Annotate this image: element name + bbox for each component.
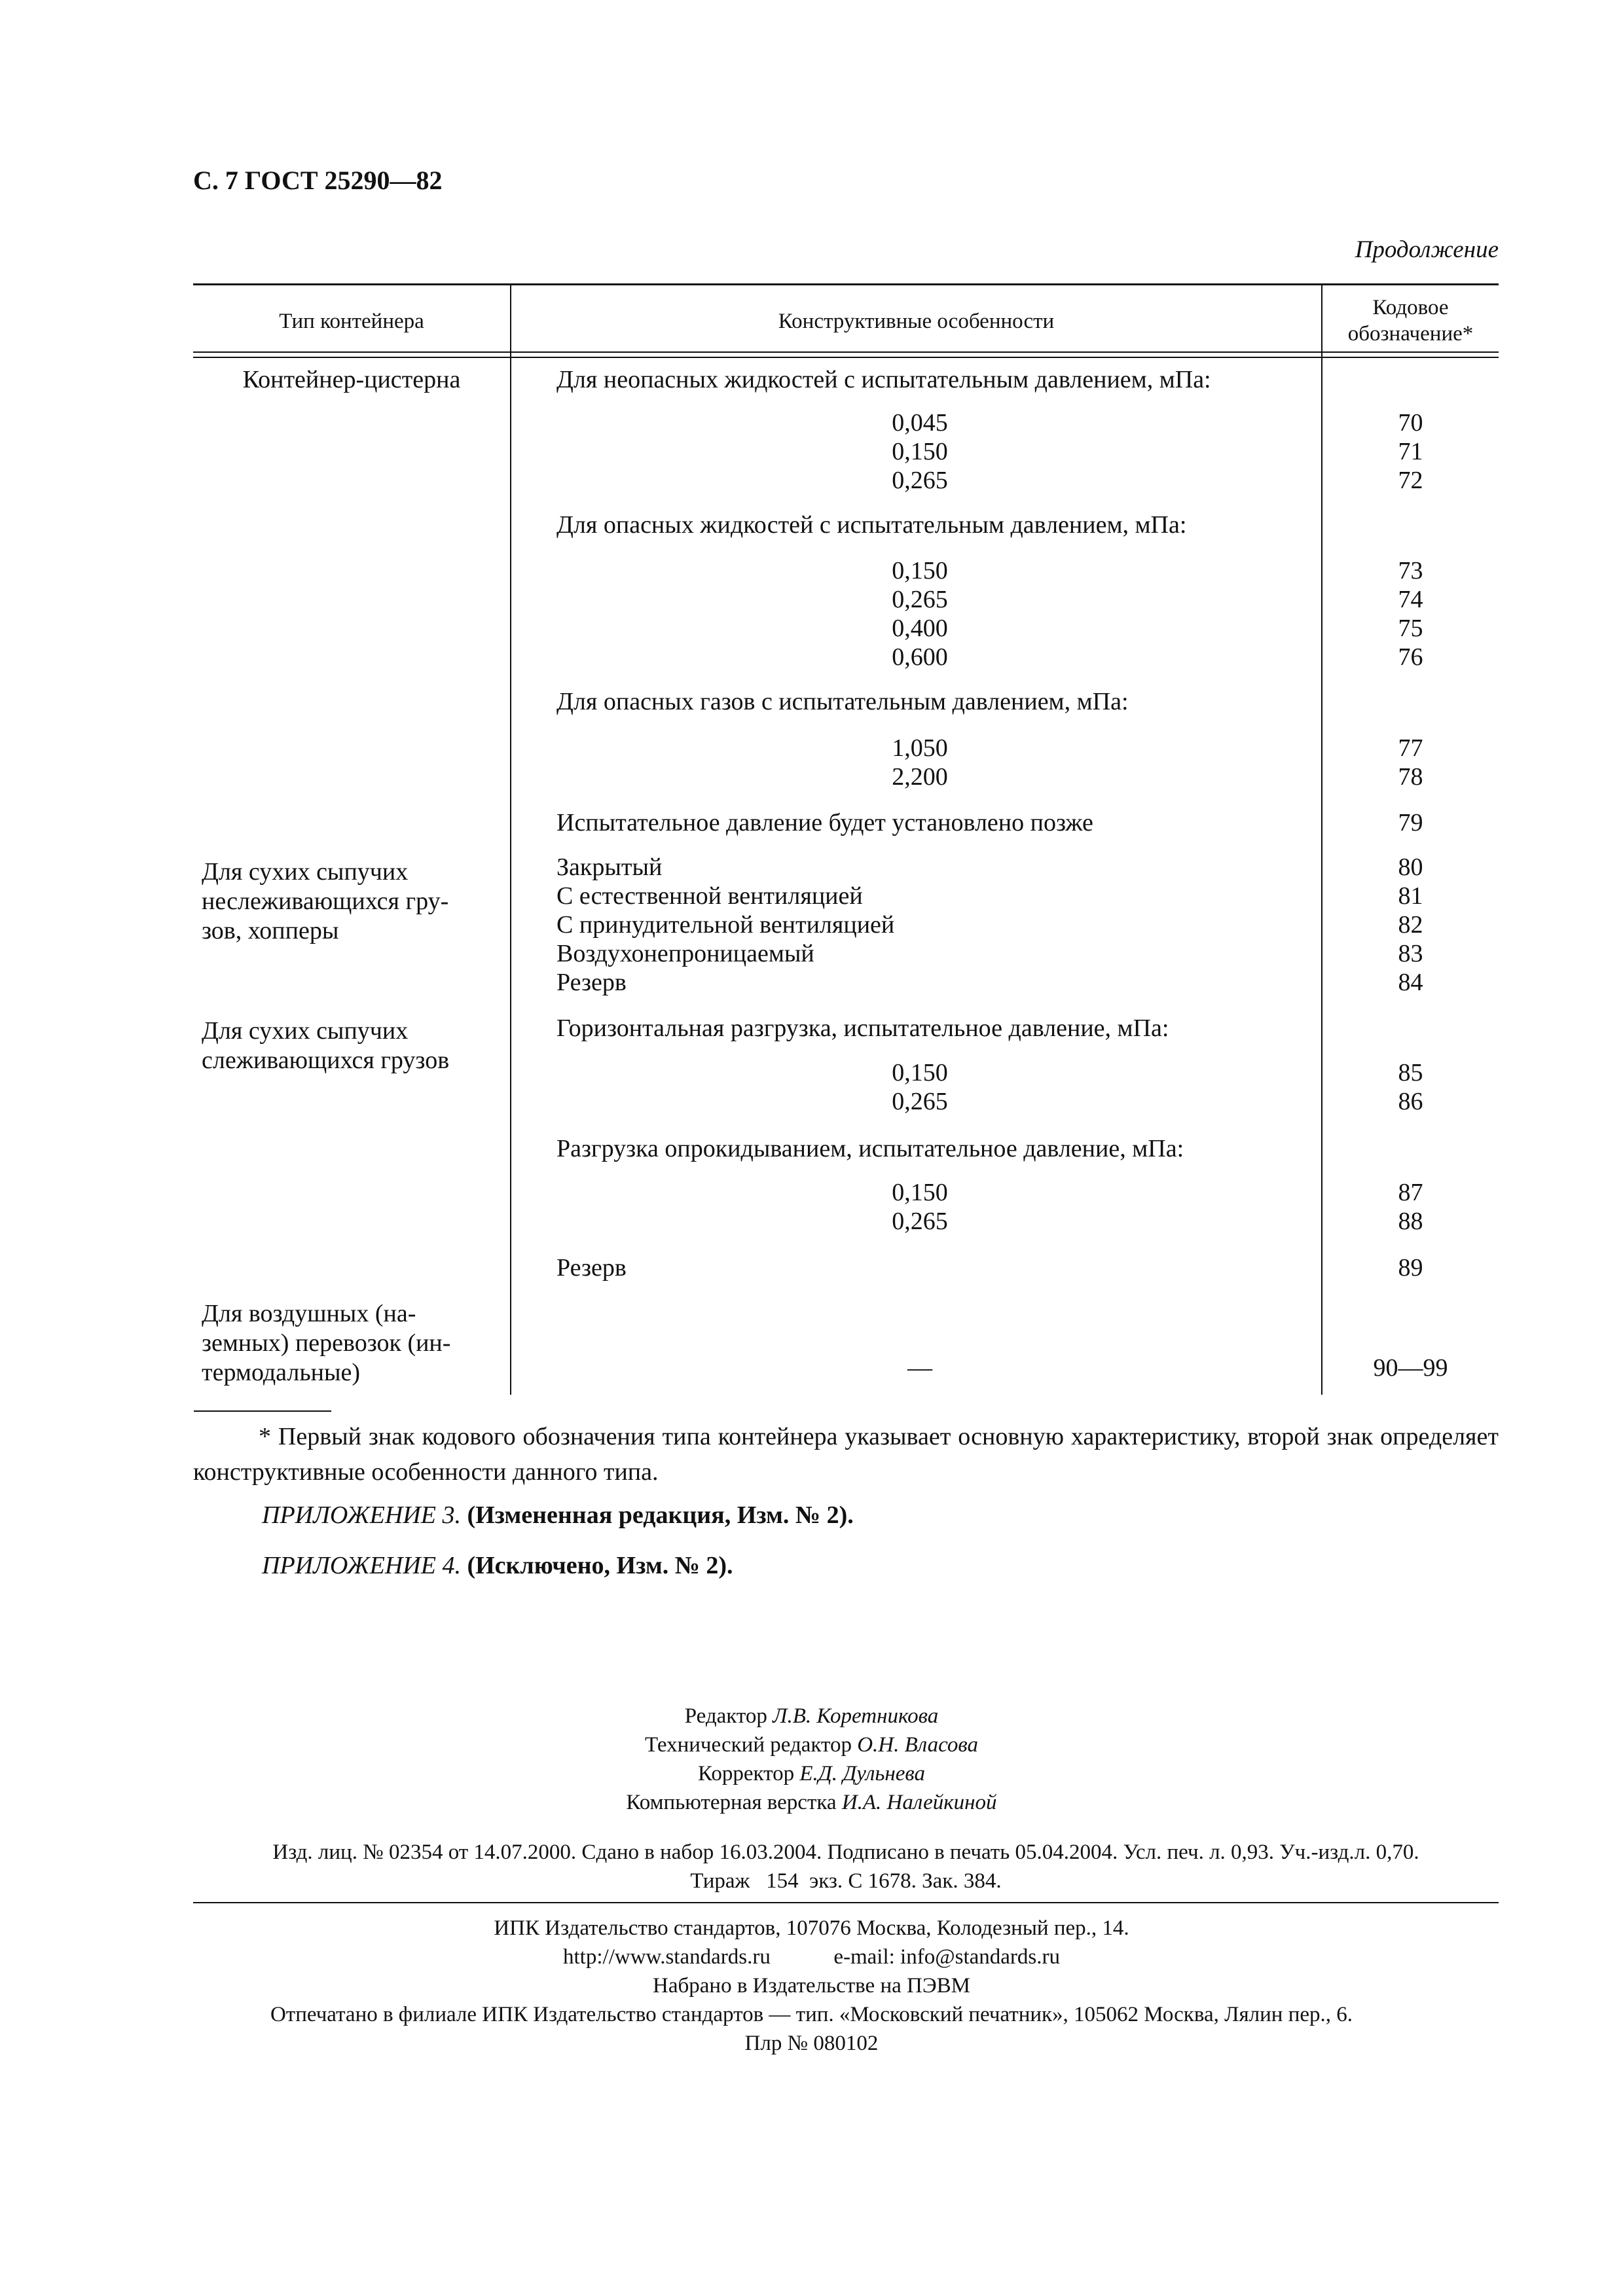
code-value: 73 xyxy=(1398,557,1423,584)
pressure-value: 0,265 xyxy=(892,467,948,494)
credit-role: Технический редактор xyxy=(644,1733,852,1757)
pressure-value: 1,050 xyxy=(892,734,948,762)
footnote-rule xyxy=(194,1410,331,1412)
feature-item: Воздухонепроницаемый xyxy=(556,940,814,967)
publication-line-1: Изд. лиц. № 02354 от 14.07.2000. Сдано в набор 16.03.2004. Подписано в печать 05.04.2004. Усл. печ. л. 0,93. Уч.-изд.л. 0,70. xyxy=(272,1840,1419,1864)
publisher-address: ИПК Издательство стандартов, 107076 Москва, Колодезный пер., 14. xyxy=(494,1916,1129,1940)
credit-name: Л.В. Коретникова xyxy=(773,1704,939,1728)
publication-line-2: Тираж 154 экз. С 1678. Зак. 384. xyxy=(690,1869,1002,1893)
printed-note: Отпечатано в филиале ИПК Издательство стандартов — тип. «Московский печатник», 105062 Москва, Лялин пер., 6. xyxy=(270,2003,1353,2026)
code-value: 79 xyxy=(1398,809,1423,836)
table-header-rule-1 xyxy=(193,351,1499,353)
appendix-note-3 xyxy=(262,1501,854,1530)
feature-item: Резерв xyxy=(556,1254,627,1282)
table-header-rule-2 xyxy=(193,357,1499,358)
imprint-rule xyxy=(193,1902,1499,1903)
pressure-value: 0,600 xyxy=(892,643,948,671)
code-value: 75 xyxy=(1398,615,1423,642)
credit-name: Е.Д. Дульнева xyxy=(799,1762,926,1785)
code-value: 71 xyxy=(1398,438,1423,465)
credit-name: О.Н. Власова xyxy=(857,1733,979,1757)
type-air-intermodal-line: Для воздушных (на- xyxy=(202,1300,416,1327)
table-col-divider-1 xyxy=(510,285,511,1395)
column-header-code-line1: Кодовое xyxy=(1372,296,1449,319)
feature-heading: Горизонтальная разгрузка, испытательное давление, мПа: xyxy=(556,1014,1169,1042)
type-bulk-clumping xyxy=(202,1016,500,1075)
credits-block xyxy=(0,1702,1623,1833)
type-tank-container: Контейнер-цистерна xyxy=(242,366,461,393)
code-value: 88 xyxy=(1398,1208,1423,1235)
type-bulk-nonclumping-line: Для сухих сыпучих xyxy=(202,858,409,886)
footnote-text: * Первый знак кодового обозначения типа контейнера указывает основную характеристику, второй знак определяет конструктивные особенности данного типа. xyxy=(193,1423,1499,1486)
feature-heading: Для опасных газов с испытательным давлением, мПа: xyxy=(556,688,1129,715)
pressure-value: 0,045 xyxy=(892,409,948,437)
code-value: 87 xyxy=(1398,1179,1423,1206)
column-header-code xyxy=(1322,295,1499,347)
credit-name: И.А. Налейкиной xyxy=(841,1791,997,1814)
code-value: 82 xyxy=(1398,911,1423,939)
table-top-rule xyxy=(193,283,1499,285)
pressure-value: 0,150 xyxy=(892,1059,948,1086)
code-value: 77 xyxy=(1398,734,1423,762)
credit-role: Корректор xyxy=(697,1762,795,1785)
pressure-value: 0,150 xyxy=(892,438,948,465)
feature-item: Резерв xyxy=(556,969,627,996)
code-value: 85 xyxy=(1398,1059,1423,1086)
appendix-text: (Измененная редакция, Изм. № 2). xyxy=(467,1501,854,1529)
pressure-value: 2,200 xyxy=(892,763,948,791)
pressure-value: 0,150 xyxy=(892,557,948,584)
code-value: 80 xyxy=(1398,853,1423,881)
feature-item: Закрытый xyxy=(556,853,663,881)
appendix-note-4 xyxy=(262,1551,733,1580)
code-value: 81 xyxy=(1398,882,1423,910)
appendix-label: ПРИЛОЖЕНИЕ 4. xyxy=(262,1552,461,1579)
pressure-value: 0,265 xyxy=(892,586,948,613)
feature-heading: Разгрузка опрокидыванием, испытательное давление, мПа: xyxy=(556,1135,1184,1162)
credit-line xyxy=(0,1702,1623,1731)
feature-heading: Для опасных жидкостей с испытательным давлением, мПа: xyxy=(556,511,1187,539)
type-bulk-nonclumping xyxy=(202,857,500,946)
column-header-code-line2: обозначение* xyxy=(1347,322,1474,346)
code-value: 76 xyxy=(1398,643,1423,671)
code-value: 83 xyxy=(1398,940,1423,967)
code-value: 84 xyxy=(1398,969,1423,996)
appendix-label: ПРИЛОЖЕНИЕ 3. xyxy=(262,1501,461,1529)
feature-heading: Для неопасных жидкостей с испытательным давлением, мПа: xyxy=(556,366,1211,393)
type-air-intermodal-line: земных) перевозок (ин- xyxy=(202,1329,451,1357)
code-value: 70 xyxy=(1398,409,1423,437)
code-value: 78 xyxy=(1398,763,1423,791)
code-value: 74 xyxy=(1398,586,1423,613)
credit-role: Компьютерная верстка xyxy=(626,1791,837,1814)
pressure-value: 0,265 xyxy=(892,1088,948,1115)
appendix-text: (Исключено, Изм. № 2). xyxy=(467,1552,733,1579)
publisher-contacts xyxy=(0,1943,1623,1972)
type-air-intermodal-line: термодальные) xyxy=(202,1359,361,1386)
type-bulk-nonclumping-line: зов, хопперы xyxy=(202,917,339,944)
type-bulk-nonclumping-line: неслеживающихся гру- xyxy=(202,888,449,915)
pressure-value: 0,400 xyxy=(892,615,948,642)
column-header-type: Тип контейнера xyxy=(279,310,424,333)
pressure-value: 0,150 xyxy=(892,1179,948,1206)
pressure-value: 0,265 xyxy=(892,1208,948,1235)
feature-item: Испытательное давление будет установлено позже xyxy=(556,809,1093,836)
feature-item: С естественной вентиляцией xyxy=(556,882,863,910)
typeset-note: Набрано в Издательстве на ПЭВМ xyxy=(653,1974,970,1998)
feature-item: С принудительной вентиляцией xyxy=(556,911,895,939)
page-title: С. 7 ГОСТ 25290—82 xyxy=(193,166,443,195)
credit-role: Редактор xyxy=(684,1704,767,1728)
type-air-intermodal xyxy=(202,1299,500,1388)
continued-label: Продолжение xyxy=(1355,236,1499,263)
code-value: 89 xyxy=(1398,1254,1423,1282)
license-number: Плр № 080102 xyxy=(744,2032,879,2055)
footnote xyxy=(193,1419,1499,1490)
credit-line xyxy=(0,1731,1623,1760)
feature-dash: — xyxy=(907,1354,932,1382)
column-header-features: Конструктивные особенности xyxy=(778,310,1055,333)
type-bulk-clumping-line: Для сухих сыпучих xyxy=(202,1017,409,1045)
publisher-email-link[interactable]: e-mail: info@standards.ru xyxy=(833,1945,1060,1969)
publisher-website-link[interactable]: http://www.standards.ru xyxy=(563,1945,771,1969)
code-value: 86 xyxy=(1398,1088,1423,1115)
code-value: 90—99 xyxy=(1373,1354,1448,1382)
type-bulk-clumping-line: слеживающихся грузов xyxy=(202,1047,450,1074)
credit-line xyxy=(0,1788,1623,1818)
code-value: 72 xyxy=(1398,467,1423,494)
credit-line xyxy=(0,1759,1623,1789)
